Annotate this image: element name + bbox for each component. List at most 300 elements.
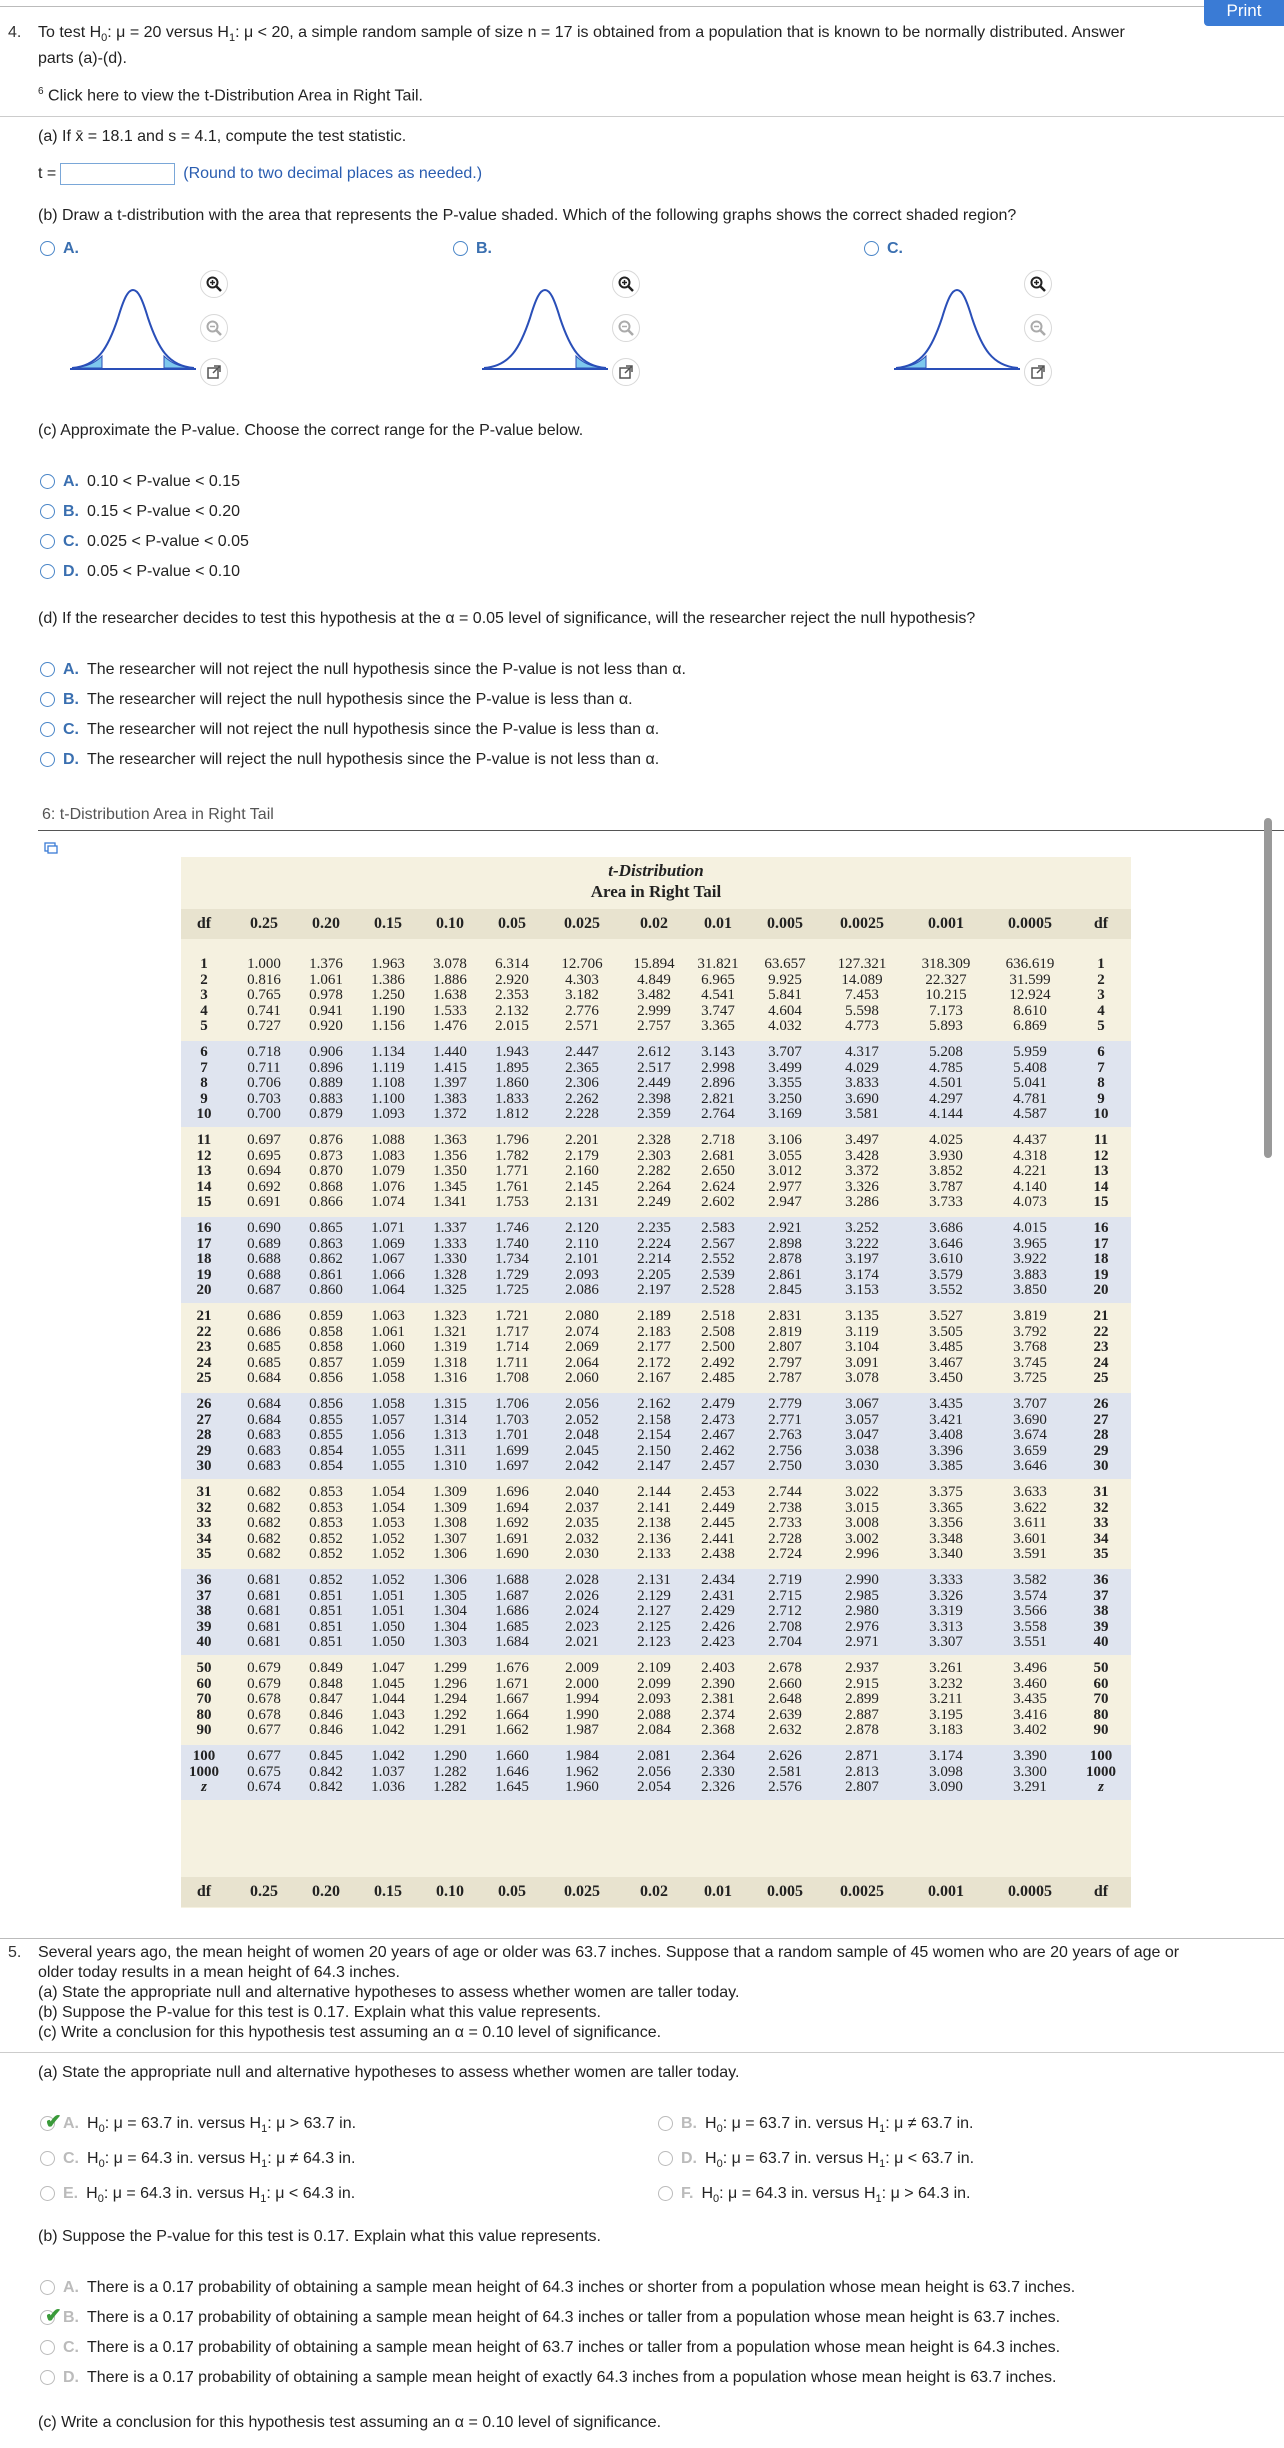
table-cell: 2.160 — [565, 1163, 599, 1180]
df-cell: 10 — [1093, 1106, 1109, 1123]
table-cell: 3.435 — [929, 1396, 963, 1412]
table-cell: 2.374 — [701, 1706, 735, 1723]
table-cell: 3.015 — [845, 1499, 879, 1516]
df-cell: 26 — [196, 1396, 212, 1412]
p-option-b[interactable]: ✔ B. There is a 0.17 probability of obtaining a sample mean height of 64.3 inches or taller from a population whose mean height is 63.7 inches. — [40, 2309, 1060, 2327]
table-row-block — [181, 1481, 1131, 1567]
table-cell: 3.930 — [929, 1147, 963, 1164]
table-cell: 1.315 — [433, 1396, 467, 1412]
column-header: 0.0025 — [840, 1883, 884, 1900]
table-cell: 1.307 — [433, 1530, 467, 1547]
table-cell: 1.761 — [495, 1178, 529, 1195]
table-cell: 1.671 — [495, 1675, 529, 1692]
question-number: 5. — [8, 1944, 22, 1961]
table-cell: 2.744 — [768, 1484, 802, 1500]
table-cell: 4.437 — [1013, 1132, 1047, 1148]
table-cell: 3.291 — [1013, 1779, 1047, 1796]
table-cell: 3.365 — [929, 1499, 963, 1516]
table-cell: 3.792 — [1013, 1323, 1047, 1340]
table-cell: 0.694 — [247, 1163, 281, 1180]
table-cell: 2.915 — [845, 1675, 879, 1692]
table-cell: 3.733 — [929, 1194, 963, 1211]
table-cell: 2.201 — [565, 1132, 599, 1148]
table-cell: 0.859 — [309, 1308, 343, 1324]
table-cell: 2.999 — [637, 1002, 671, 1019]
c-option-c[interactable]: C. 0.025 < P-value < 0.05 — [40, 533, 249, 551]
table-cell: 1.325 — [433, 1282, 467, 1299]
table-cell: 0.847 — [309, 1691, 343, 1708]
df-cell: 15 — [1093, 1194, 1109, 1211]
popout-icon[interactable] — [1024, 358, 1052, 386]
table-cell: 3.078 — [845, 1370, 879, 1387]
table-cell: 2.947 — [768, 1194, 802, 1211]
table-cell: 1.305 — [433, 1587, 467, 1604]
table-cell: 2.009 — [565, 1660, 599, 1676]
divider — [0, 116, 1284, 117]
table-cell: 3.307 — [929, 1634, 963, 1651]
column-header: 0.20 — [312, 1883, 340, 1900]
table-cell: 3.581 — [845, 1106, 879, 1123]
df-cell: 100 — [1089, 1748, 1113, 1764]
table-cell: 2.724 — [768, 1546, 802, 1563]
column-header: 0.15 — [374, 1883, 402, 1900]
hyp-option-c[interactable]: C. $H_0$: μ = 64.3 in. versus $H_1$: μ ≠ 64.3 in. — [40, 2150, 355, 2170]
table-cell: 2.756 — [768, 1442, 802, 1459]
table-cell: 2.197 — [637, 1282, 671, 1299]
hyp-option-a[interactable]: ✔ A. $H_0$: μ = 63.7 in. versus $H_1$: μ > 63.7 in. — [40, 2115, 356, 2135]
table-cell: 1.350 — [433, 1163, 467, 1180]
table-cell: 1.372 — [433, 1106, 467, 1123]
table-cell: 3.300 — [1013, 1763, 1047, 1780]
table-cell: 1.000 — [247, 956, 281, 972]
table-cell: 2.353 — [495, 987, 529, 1004]
hyp-option-f[interactable]: F. $H_0$: μ = 64.3 in. versus $H_1$: μ > 64.3 in. — [658, 2185, 971, 2205]
table-cell: 0.941 — [309, 1002, 343, 1019]
table-cell: 2.819 — [768, 1323, 802, 1340]
table-cell: 0.866 — [309, 1194, 343, 1211]
part-c-label: (c) Approximate the P-value. Choose the correct range for the P-value below. — [38, 422, 584, 439]
table-cell: 1.088 — [371, 1132, 405, 1148]
table-cell: 1.058 — [371, 1396, 405, 1412]
table-cell: 2.423 — [701, 1634, 735, 1651]
table-cell: 3.467 — [929, 1354, 963, 1371]
table-cell: 1.397 — [433, 1075, 467, 1092]
table-cell: 0.920 — [309, 1018, 343, 1035]
table-cell: 0.851 — [309, 1634, 343, 1651]
table-cell: 2.189 — [637, 1308, 671, 1324]
table-cell: 2.205 — [637, 1266, 671, 1283]
zoom-out-icon[interactable] — [1024, 314, 1052, 342]
print-button[interactable]: Print — [1204, 0, 1284, 26]
table-cell: 3.232 — [929, 1675, 963, 1692]
q5-prompt-line: older today results in a mean height of 64.3 inches. — [38, 1964, 400, 1981]
df-cell: 2 — [200, 971, 208, 988]
p-option-d[interactable]: D. There is a 0.17 probability of obtaining a sample mean height of exactly 64.3 inches from a population whose mean height is 63.7 inches. — [40, 2369, 1056, 2387]
table-cell: 1.306 — [433, 1546, 467, 1563]
df-cell: 13 — [196, 1163, 212, 1180]
df-cell: 11 — [1093, 1132, 1109, 1148]
table-cell: 5.408 — [1013, 1059, 1047, 1076]
table-cell: 1.686 — [495, 1603, 529, 1620]
table-cell: 2.398 — [637, 1090, 671, 1107]
table-cell: 2.438 — [701, 1546, 735, 1563]
table-cell: 1.061 — [309, 971, 343, 988]
popout-icon[interactable] — [612, 358, 640, 386]
hyp-option-b[interactable]: B. $H_0$: μ = 63.7 in. versus $H_1$: μ ≠ 63.7 in. — [658, 2115, 973, 2135]
table-cell: 0.718 — [247, 1044, 281, 1060]
table-cell: 1.721 — [495, 1308, 529, 1324]
column-header: df — [1093, 915, 1109, 932]
table-cell: 1.687 — [495, 1587, 529, 1604]
df-cell: 21 — [1093, 1308, 1109, 1324]
column-header: df — [196, 1883, 212, 1900]
table-cell: 3.261 — [929, 1660, 963, 1676]
table-cell: 3.174 — [845, 1266, 879, 1283]
table-cell: 1.664 — [495, 1706, 529, 1723]
table-cell: 63.657 — [764, 956, 806, 972]
table-cell: 1.638 — [433, 987, 467, 1004]
table-cell: 1.076 — [371, 1178, 405, 1195]
table-cell: 0.853 — [309, 1484, 343, 1500]
table-cell: 0.856 — [309, 1396, 343, 1412]
table-cell: 2.426 — [701, 1618, 735, 1635]
table-cell: 1.290 — [433, 1748, 467, 1764]
table-cell: 3.153 — [845, 1282, 879, 1299]
table-cell: 2.920 — [495, 971, 529, 988]
table-cell: 0.863 — [309, 1235, 343, 1252]
df-cell: 70 — [196, 1691, 212, 1708]
df-cell: 20 — [1093, 1282, 1109, 1299]
table-cell: 0.853 — [309, 1515, 343, 1532]
table-cell: 0.681 — [247, 1572, 281, 1588]
df-cell: 24 — [1093, 1354, 1109, 1371]
column-header: 0.05 — [498, 915, 526, 932]
table-cell: 2.449 — [637, 1075, 671, 1092]
q5-part-b-label: (b) Suppose the P-value for this test is 0.17. Explain what this value represents. — [38, 2228, 601, 2245]
c-option-b[interactable]: B. 0.15 < P-value < 0.20 — [40, 503, 240, 521]
table-cell: 0.868 — [309, 1178, 343, 1195]
table-cell: 2.110 — [565, 1235, 599, 1252]
table-cell: 4.297 — [929, 1090, 963, 1107]
table-cell: 2.131 — [565, 1194, 599, 1211]
graph-option-a[interactable]: A. — [40, 240, 87, 258]
table-cell: 3.633 — [1013, 1484, 1047, 1500]
table-cell: 2.576 — [768, 1779, 802, 1796]
table-cell: 2.650 — [701, 1163, 735, 1180]
table-cell: 2.125 — [637, 1618, 671, 1635]
table-cell: 1.064 — [371, 1282, 405, 1299]
table-cell: 5.841 — [768, 987, 802, 1004]
table-cell: 1.282 — [433, 1763, 467, 1780]
table-cell: 2.453 — [701, 1484, 735, 1500]
graph-option-c[interactable]: C. — [864, 240, 911, 258]
correct-check-icon: ✔ — [45, 2111, 62, 2133]
table-cell: 4.541 — [701, 987, 735, 1004]
df-cell: 28 — [1093, 1427, 1109, 1444]
table-cell: 0.700 — [247, 1106, 281, 1123]
table-cell: 0.852 — [309, 1546, 343, 1563]
df-cell: 36 — [196, 1572, 212, 1588]
table-cell: 3.421 — [929, 1411, 963, 1428]
table-cell: 4.501 — [929, 1075, 963, 1092]
table-cell: 2.763 — [768, 1427, 802, 1444]
divider — [0, 1938, 1284, 1939]
table-cell: 2.552 — [701, 1251, 735, 1268]
c-option-a[interactable]: A. 0.10 < P-value < 0.15 — [40, 473, 240, 491]
correct-check-icon: ✔ — [45, 2305, 62, 2327]
q4-prompt-line1: To test $H_0$: μ = 20 versus $H_1$: μ < 20, a simple random sample of size n = 17 is obtained from a population that is known to be normally distributed. Answer — [38, 24, 1125, 45]
table-cell: 1.042 — [371, 1748, 405, 1764]
table-cell: 1.309 — [433, 1484, 467, 1500]
table-cell: 0.842 — [309, 1763, 343, 1780]
table-cell: 0.862 — [309, 1251, 343, 1268]
table-cell: 3.582 — [1013, 1572, 1047, 1588]
table-cell: 1.984 — [565, 1748, 599, 1764]
table-cell: 4.032 — [768, 1018, 802, 1035]
zoom-in-icon[interactable] — [200, 270, 228, 298]
table-cell: 3.313 — [929, 1618, 963, 1635]
table-cell: 3.745 — [1013, 1354, 1047, 1371]
table-cell: 3.833 — [845, 1075, 879, 1092]
table-cell: 1.886 — [433, 971, 467, 988]
table-cell: 2.093 — [637, 1691, 671, 1708]
table-cell: 0.692 — [247, 1178, 281, 1195]
table-cell: 0.842 — [309, 1779, 343, 1796]
table-cell: 3.787 — [929, 1178, 963, 1195]
table-cell: 2.056 — [565, 1396, 599, 1412]
df-cell: 22 — [1093, 1323, 1109, 1340]
table-cell: 7.173 — [929, 1002, 963, 1019]
df-cell: 6 — [1097, 1044, 1105, 1060]
table-cell: 2.048 — [565, 1427, 599, 1444]
df-cell: 21 — [196, 1308, 212, 1324]
table-cell: 4.029 — [845, 1059, 879, 1076]
table-cell: 0.678 — [247, 1706, 281, 1723]
graph-option-b[interactable]: B. — [453, 240, 500, 258]
table-cell: 1.083 — [371, 1147, 405, 1164]
table-cell: 2.131 — [637, 1572, 671, 1588]
table-cell: 1.895 — [495, 1059, 529, 1076]
print-icon[interactable] — [44, 841, 58, 859]
t-distribution-table — [181, 857, 1131, 1908]
table-cell: 3.659 — [1013, 1442, 1047, 1459]
table-cell: 1.063 — [371, 1308, 405, 1324]
d-option-a[interactable]: A. The researcher will not reject the null hypothesis since the P-value is not less than α. — [40, 661, 686, 679]
table-cell: 0.687 — [247, 1282, 281, 1299]
table-cell: 2.779 — [768, 1396, 802, 1412]
table-cell: 4.025 — [929, 1132, 963, 1148]
df-cell: 13 — [1093, 1163, 1109, 1180]
table-cell: 1.703 — [495, 1411, 529, 1428]
table-cell: 2.054 — [637, 1779, 671, 1796]
table-cell: 1.119 — [371, 1059, 405, 1076]
table-cell: 2.262 — [565, 1090, 599, 1107]
table-cell: 2.026 — [565, 1587, 599, 1604]
table-cell: 2.129 — [637, 1587, 671, 1604]
df-cell: 9 — [1097, 1090, 1105, 1107]
table-cell: 2.030 — [565, 1546, 599, 1563]
df-cell: 12 — [1093, 1147, 1109, 1164]
table-cell: 1.313 — [433, 1427, 467, 1444]
d-option-d[interactable]: D. The researcher will reject the null hypothesis since the P-value is not less than α. — [40, 751, 659, 769]
t-input[interactable] — [60, 163, 175, 185]
column-header: 0.0005 — [1008, 1883, 1052, 1900]
table-cell: 3.850 — [1013, 1282, 1047, 1299]
df-cell: 17 — [1093, 1235, 1109, 1252]
zoom-in-icon[interactable] — [1024, 270, 1052, 298]
table-cell: 3.047 — [845, 1427, 879, 1444]
table-cell: 1.729 — [495, 1266, 529, 1283]
table-cell: 3.106 — [768, 1132, 802, 1148]
table-cell: 1.943 — [495, 1044, 529, 1060]
table-cell: 1.646 — [495, 1763, 529, 1780]
df-cell: 27 — [196, 1411, 212, 1428]
table-cell: 1.476 — [433, 1018, 467, 1035]
table-link[interactable]: $^6$ Click here to view the t-Distribution Area in Right Tail. — [38, 86, 423, 105]
table-cell: 1.055 — [371, 1458, 405, 1475]
top-divider — [0, 6, 1284, 7]
table-cell: 1.045 — [371, 1675, 405, 1692]
table-cell: 1.250 — [371, 987, 405, 1004]
zoom-in-icon[interactable] — [612, 270, 640, 298]
table-cell: 0.682 — [247, 1546, 281, 1563]
table-cell: 1.059 — [371, 1354, 405, 1371]
table-cell: 3.143 — [701, 1044, 735, 1060]
table-cell: 1.047 — [371, 1660, 405, 1676]
table-cell: 3.375 — [929, 1484, 963, 1500]
column-header: 0.20 — [312, 915, 340, 932]
table-cell: 3.183 — [929, 1722, 963, 1739]
table-cell: 2.797 — [768, 1354, 802, 1371]
table-cell: 7.453 — [845, 987, 879, 1004]
table-cell: 1.060 — [371, 1339, 405, 1356]
df-cell: 40 — [1093, 1634, 1109, 1651]
table-cell: 1.061 — [371, 1323, 405, 1340]
table-cell: 2.120 — [565, 1220, 599, 1236]
table-cell: 2.648 — [768, 1691, 802, 1708]
table-cell: 2.330 — [701, 1763, 735, 1780]
part-b-label: (b) Draw a t-distribution with the area that represents the P-value shaded. Which of the following graphs shows the correct shaded region? — [38, 207, 1017, 224]
df-cell: 4 — [200, 1002, 208, 1019]
table-cell: 2.093 — [565, 1266, 599, 1283]
table-cell: 1.963 — [371, 956, 405, 972]
table-cell: 0.683 — [247, 1427, 281, 1444]
zoom-out-icon[interactable] — [200, 314, 228, 342]
p-option-a[interactable]: A. There is a 0.17 probability of obtaining a sample mean height of 64.3 inches or shorter from a population whose mean height is 63.7 inches. — [40, 2279, 1075, 2297]
table-cell: 0.688 — [247, 1251, 281, 1268]
table-cell: 1.190 — [371, 1002, 405, 1019]
table-cell: 2.750 — [768, 1458, 802, 1475]
table-cell: 0.879 — [309, 1106, 343, 1123]
table-cell: 0.846 — [309, 1722, 343, 1739]
table-cell: 2.056 — [637, 1763, 671, 1780]
table-cell: 2.528 — [701, 1282, 735, 1299]
table-cell: 1.746 — [495, 1220, 529, 1236]
df-cell: 31 — [196, 1484, 212, 1500]
table-cell: 2.871 — [845, 1748, 879, 1764]
table-cell: 3.552 — [929, 1282, 963, 1299]
table-cell: 4.221 — [1013, 1163, 1047, 1180]
table-cell: 2.434 — [701, 1572, 735, 1588]
table-cell: 0.697 — [247, 1132, 281, 1148]
table-cell: 0.674 — [247, 1779, 281, 1796]
table-cell: 2.064 — [565, 1354, 599, 1371]
table-cell: 2.457 — [701, 1458, 735, 1475]
table-cell: 2.390 — [701, 1675, 735, 1692]
hyp-option-d[interactable]: D. $H_0$: μ = 63.7 in. versus $H_1$: μ < 63.7 in. — [658, 2150, 974, 2170]
table-cell: 10.215 — [925, 987, 967, 1004]
table-cell: 3.355 — [768, 1075, 802, 1092]
table-cell: 2.708 — [768, 1618, 802, 1635]
table-cell: 1.696 — [495, 1484, 529, 1500]
zoom-out-icon[interactable] — [612, 314, 640, 342]
table-cell: 4.773 — [845, 1018, 879, 1035]
table-cell: 2.183 — [637, 1323, 671, 1340]
table-cell: 2.249 — [637, 1194, 671, 1211]
table-cell: 0.682 — [247, 1499, 281, 1516]
scrollbar-thumb[interactable] — [1264, 818, 1272, 1158]
table-cell: 2.712 — [768, 1603, 802, 1620]
table-cell: 3.090 — [929, 1779, 963, 1796]
table-cell: 1.990 — [565, 1706, 599, 1723]
table-cell: 2.123 — [637, 1634, 671, 1651]
table-cell: 0.851 — [309, 1603, 343, 1620]
table-cell: 2.678 — [768, 1660, 802, 1676]
table-cell: 5.893 — [929, 1018, 963, 1035]
table-cell: 2.899 — [845, 1691, 879, 1708]
p-option-c[interactable]: C. There is a 0.17 probability of obtaining a sample mean height of 63.7 inches or taller from a population whose mean height is 64.3 inches. — [40, 2339, 1060, 2357]
table-cell: 0.682 — [247, 1484, 281, 1500]
table-cell: 2.158 — [637, 1411, 671, 1428]
table-cell: 2.080 — [565, 1308, 599, 1324]
df-cell: z — [201, 1779, 207, 1796]
d-option-b[interactable]: B. The researcher will reject the null hypothesis since the P-value is less than α. — [40, 691, 633, 709]
q5-part-a-label: (a) State the appropriate null and alternative hypotheses to assess whether women are taller today. — [38, 2064, 740, 2081]
df-cell: 19 — [196, 1266, 212, 1283]
table-cell: 0.711 — [247, 1059, 281, 1076]
table-cell: 1.333 — [433, 1235, 467, 1252]
column-header: 0.025 — [564, 915, 600, 932]
df-cell: 17 — [196, 1235, 212, 1252]
df-cell: 6 — [200, 1044, 208, 1060]
column-header: 0.02 — [640, 915, 668, 932]
table-cell: 4.785 — [929, 1059, 963, 1076]
table-cell: 1.304 — [433, 1618, 467, 1635]
table-cell: 0.856 — [309, 1370, 343, 1387]
table-cell: 2.632 — [768, 1722, 802, 1739]
df-cell: 16 — [196, 1220, 212, 1236]
table-cell: 0.816 — [247, 971, 281, 988]
table-cell: 3.067 — [845, 1396, 879, 1412]
table-cell: 2.715 — [768, 1587, 802, 1604]
hyp-option-e[interactable]: E. $H_0$: μ = 64.3 in. versus $H_1$: μ < 64.3 in. — [40, 2185, 355, 2205]
c-option-d[interactable]: D. 0.05 < P-value < 0.10 — [40, 563, 240, 581]
table-cell: 2.081 — [637, 1748, 671, 1764]
table-cell: 0.846 — [309, 1706, 343, 1723]
popout-icon[interactable] — [200, 358, 228, 386]
d-option-c[interactable]: C. The researcher will not reject the null hypothesis since the P-value is less than α. — [40, 721, 659, 739]
q5-prompt-line: Several years ago, the mean height of women 20 years of age or older was 63.7 inches. Suppose that a random sample of 45 women who are 20 years of age or — [38, 1944, 1180, 1961]
table-cell: 1.054 — [371, 1499, 405, 1516]
df-cell: z — [1098, 1779, 1104, 1796]
table-cell: 636.619 — [1005, 956, 1055, 972]
table-cell: 3.505 — [929, 1323, 963, 1340]
table-cell: 0.681 — [247, 1603, 281, 1620]
table-cell: 1.688 — [495, 1572, 529, 1588]
table-cell: 4.587 — [1013, 1106, 1047, 1123]
table-cell: 12.706 — [561, 956, 603, 972]
column-header: 0.0005 — [1008, 915, 1052, 932]
